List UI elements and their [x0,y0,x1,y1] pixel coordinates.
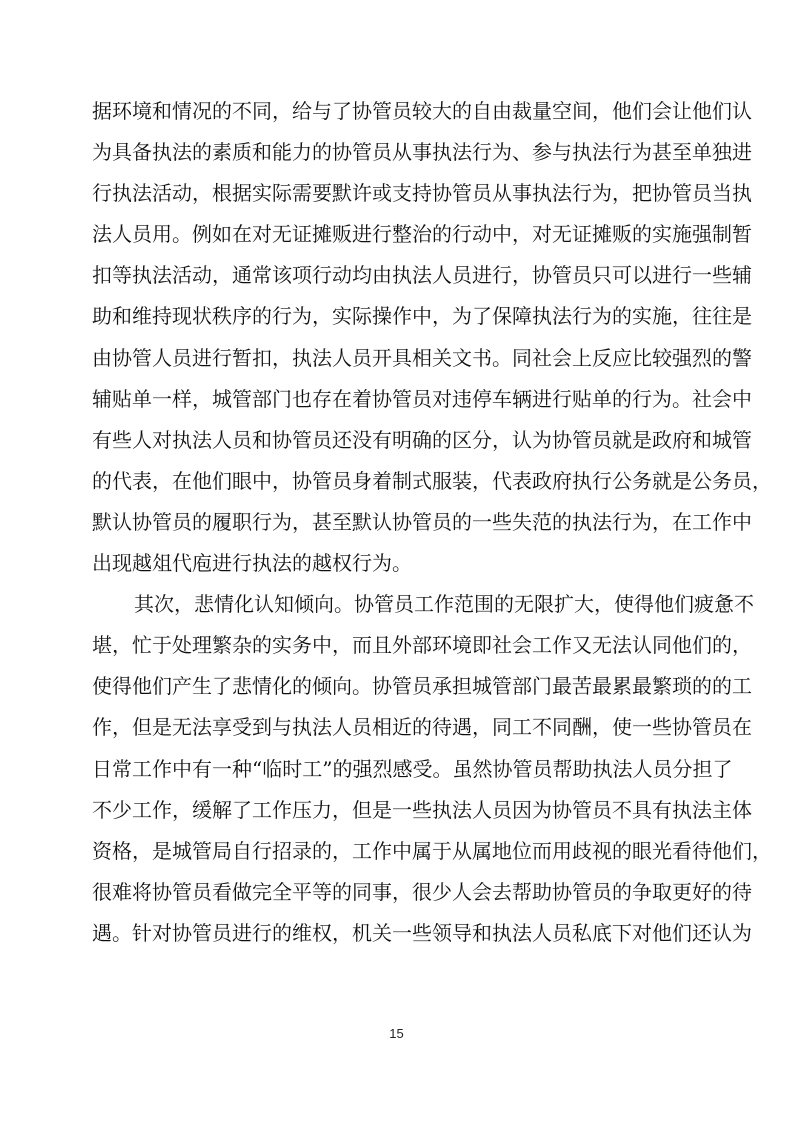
text-line: 堪，忙于处理繁杂的实务中，而且外部环境即社会工作又无法认同他们的， [92,633,752,658]
text-line: 不少工作，缓解了工作压力，但是一些执法人员因为协管员不具有执法主体 [92,797,752,822]
text-line: 法人员用。例如在对无证摊贩进行整治的行动中，对无证摊贩的实施强制暂 [92,222,752,247]
text-line: 由协管人员进行暂扣，执法人员开具相关文书。同社会上反应比较强烈的警 [92,345,752,370]
text-line: 扣等执法活动，通常该项行动均由执法人员进行，协管员只可以进行一些辅 [92,263,752,288]
text-line: 有些人对执法人员和协管员还没有明确的区分，认为协管员就是政府和城管 [92,427,752,452]
text-line: 为具备执法的素质和能力的协管员从事执法行为、参与执法行为甚至单独进 [92,140,752,165]
text-line: 使得他们产生了悲情化的倾向。协管员承担城管部门最苦最累最繁琐的的工 [92,674,752,699]
text-line: 出现越俎代庖进行执法的越权行为。 [92,551,412,576]
page-number: 15 [389,1026,404,1041]
text-line: 作，但是无法享受到与执法人员相近的待遇，同工不同酬，使一些协管员在 [92,715,752,740]
text-line: 辅贴单一样，城管部门也存在着协管员对违停车辆进行贴单的行为。社会中 [92,386,752,411]
text-line: 资格，是城管局自行招录的，工作中属于从属地位而用歧视的眼光看待他们， [92,838,772,863]
body-text [92,91,772,954]
text-line: 很难将协管员看做完全平等的同事，很少人会去帮助协管员的争取更好的待 [92,879,752,904]
text-line: 助和维持现状秩序的行为，实际操作中，为了保障执法行为的实施，往往是 [92,304,752,329]
text-line: 日常工作中有一种“临时工”的强烈感受。虽然协管员帮助执法人员分担了 [92,756,733,781]
text-line: 默认协管员的履职行为，甚至默认协管员的一些失范的执法行为，在工作中 [92,509,752,534]
text-line: 的代表，在他们眼中，协管员身着制式服装，代表政府执行公务就是公务员， [92,468,772,493]
text-line: 据环境和情况的不同，给与了协管员较大的自由裁量空间，他们会让他们认 [92,99,752,123]
text-line: 遇。针对协管员进行的维权，机关一些领导和执法人员私底下对他们还认为 [92,920,752,945]
paragraph-start-line: 其次，悲情化认知倾向。协管员工作范围的无限扩大，使得他们疲惫不 [134,592,754,617]
text-line: 行执法活动，根据实际需要默许或支持协管员从事执法行为，把协管员当执 [92,181,752,206]
